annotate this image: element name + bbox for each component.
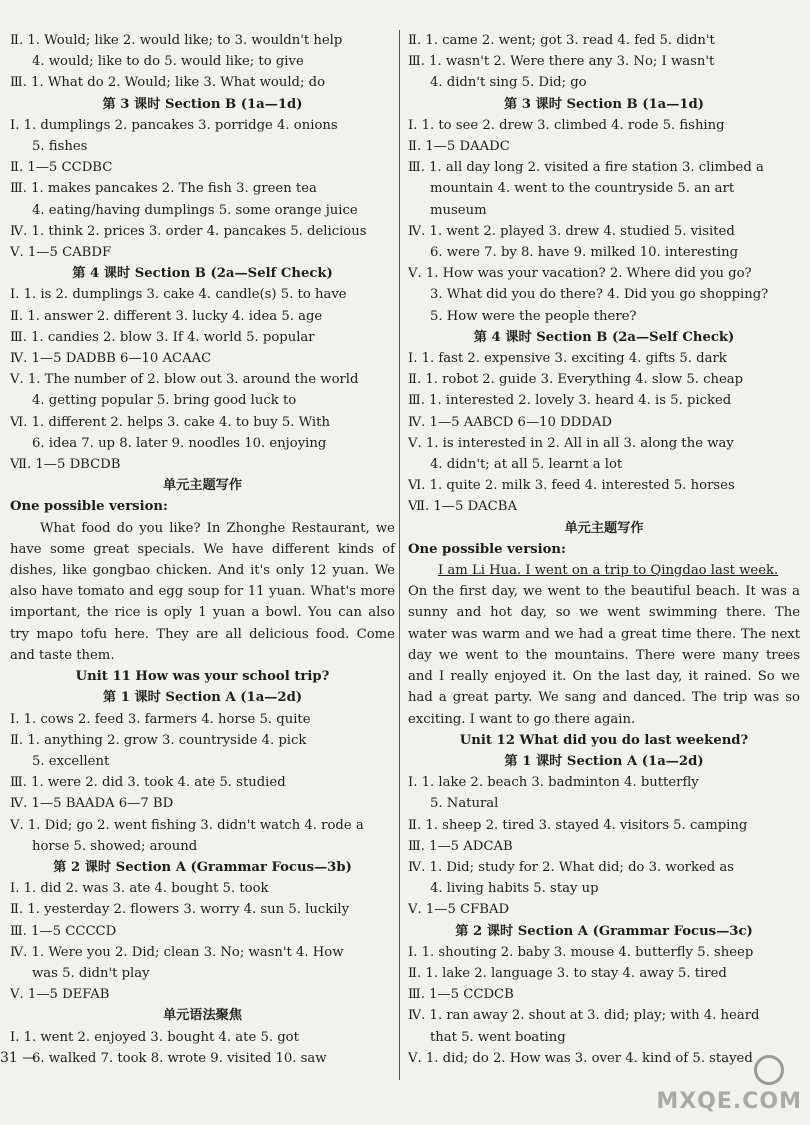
version-heading: One possible version: [10, 499, 168, 515]
section-heading: 单元语法聚焦 [162, 1008, 243, 1024]
answer-line: Ⅲ. 1—5 ADCAB [408, 838, 513, 854]
watermark-text: MXQE.COM [656, 1089, 802, 1114]
answer-line-continued: 6. idea 7. up 8. later 9. noodles 10. enjoying [32, 435, 327, 451]
answer-line: Ⅱ. 1—5 CCDBC [10, 160, 113, 176]
answer-line-continued: 4. getting popular 5. bring good luck to [32, 393, 297, 409]
answer-line: Ⅱ. 1. answer 2. different 3. lucky 4. idea 5. age [10, 308, 323, 324]
answer-line-continued: museum [430, 202, 487, 218]
answer-line-continued: 3. What did you do there? 4. Did you go shopping? [430, 287, 769, 303]
answer-line: Ⅳ. 1—5 DADBB 6—10 ACAAC [10, 351, 212, 367]
answer-line: Ⅳ. 1—5 AABCD 6—10 DDDAD [408, 414, 612, 430]
answer-line: Ⅴ. 1. did; do 2. How was 3. over 4. kind of 5. stayed [408, 1050, 753, 1066]
answer-line: Ⅲ. 1. What do 2. Would; like 3. What would; do [10, 75, 326, 91]
answer-line: Ⅴ. 1. is interested in 2. All in all 3. along the way [408, 435, 734, 451]
watermark [652, 1055, 802, 1120]
answer-line: Ⅱ. 1. yesterday 2. flowers 3. worry 4. sun 5. luckily [10, 902, 350, 918]
section-heading: 第 1 课时 Section A (1a—2d) [504, 753, 704, 769]
answer-line: Ⅰ. 1. is 2. dumplings 3. cake 4. candle(s) 5. to have [10, 287, 347, 303]
answer-line: Ⅱ. 1. sheep 2. tired 3. stayed 4. visitors 5. camping [408, 817, 748, 833]
answer-line-continued: 4. living habits 5. stay up [430, 881, 599, 897]
answer-line: Ⅰ. 1. cows 2. feed 3. farmers 4. horse 5. quite [10, 711, 311, 727]
answer-line: Ⅱ. 1. robot 2. guide 3. Everything 4. slow 5. cheap [408, 372, 744, 388]
answer-line-continued: 4. would; like to do 5. would like; to give [32, 54, 304, 70]
section-heading: Unit 12 What did you do last weekend? [459, 732, 749, 748]
answer-line: Ⅲ. 1. makes pancakes 2. The fish 3. green tea [10, 181, 317, 197]
section-heading: 第 4 课时 Section B (2a—Self Check) [72, 266, 333, 282]
left-answer-column [10, 30, 395, 1069]
answer-line-continued: 5. excellent [32, 753, 110, 769]
answer-line: Ⅳ. 1. Were you 2. Did; clean 3. No; wasn't 4. How [10, 944, 344, 960]
essay-paragraph: On the first day, we went to the beautiful beach. It was a sunny and hot day, so we went swimming there. The water was warm and we had a great time there. The next day we went to the mountains. There were many trees and I really enjoyed it. On the last day, it rained. So we had a great party. We sang and danced. The trip was so exciting. I want to go there again. [408, 584, 800, 727]
answer-line: Ⅱ. 1. lake 2. language 3. to stay 4. away 5. tired [408, 965, 727, 981]
answer-line-continued: 5. How were the people there? [430, 308, 637, 324]
answer-line: Ⅱ. 1. Would; like 2. would like; to 3. wouldn't help [10, 33, 343, 48]
section-heading: 第 2 课时 Section A (Grammar Focus—3b) [53, 859, 352, 875]
answer-line: Ⅴ. 1—5 CABDF [10, 245, 112, 261]
answer-line: Ⅶ. 1—5 DBCDB [10, 457, 121, 473]
answer-line: Ⅲ. 1. were 2. did 3. took 4. ate 5. studied [10, 775, 286, 791]
answer-line: Ⅳ. 1—5 BAADA 6—7 BD [10, 796, 174, 812]
answer-line-continued: 6. walked 7. took 8. wrote 9. visited 10. saw [32, 1050, 327, 1066]
answer-line: Ⅴ. 1. Did; go 2. went fishing 3. didn't watch 4. rode a [10, 817, 364, 833]
answer-line: Ⅱ. 1. came 2. went; got 3. read 4. fed 5. didn't [408, 33, 715, 48]
answer-line: Ⅰ. 1. to see 2. drew 3. climbed 4. rode 5. fishing [408, 117, 725, 133]
section-heading: 第 3 课时 Section B (1a—1d) [102, 96, 303, 112]
answer-line-continued: mountain 4. went to the countryside 5. an art [430, 181, 735, 197]
answer-line: Ⅲ. 1. candies 2. blow 3. If 4. world 5. popular [10, 329, 315, 345]
section-heading: 第 3 课时 Section B (1a—1d) [503, 96, 705, 112]
answer-line: Ⅰ. 1. dumplings 2. pancakes 3. porridge 4. onions [10, 117, 338, 133]
version-heading: One possible version: [408, 541, 566, 557]
answer-line: Ⅳ. 1. ran away 2. shout at 3. did; play; with 4. heard [408, 1008, 760, 1024]
answer-line: Ⅵ. 1. quite 2. milk 3. feed 4. interested 5. horses [408, 478, 735, 494]
watermark-badge-icon [754, 1055, 784, 1085]
answer-line: Ⅳ. 1. went 2. played 3. drew 4. studied 5. visited [408, 223, 735, 239]
section-heading: 第 4 课时 Section B (2a—Self Check) [473, 329, 735, 345]
answer-line: Ⅱ. 1. anything 2. grow 3. countryside 4. pick [10, 732, 307, 748]
answer-line: Ⅴ. 1—5 DEFAB [10, 987, 110, 1003]
answer-line: Ⅱ. 1—5 DAADC [408, 139, 510, 155]
answer-line-continued: 5. Natural [430, 796, 499, 812]
section-heading: Unit 11 How was your school trip? [75, 669, 330, 685]
answer-line: Ⅲ. 1—5 CCCCD [10, 923, 117, 939]
answer-line-continued: 4. didn't; at all 5. learnt a lot [430, 457, 623, 473]
section-heading: 第 1 课时 Section A (1a—2d) [102, 690, 303, 706]
answer-line-continued: that 5. went boating [430, 1029, 566, 1045]
answer-line: Ⅰ. 1. went 2. enjoyed 3. bought 4. ate 5. got [10, 1029, 299, 1045]
column-divider [399, 30, 400, 1080]
essay-paragraph: What food do you like? In Zhonghe Restaurant, we have some great specials. We have different kinds of dishes, like gongbao chicken. And it's only 12 yuan. We also have tomato and egg soup for 11 yuan. What's more important, the rice is oply 1 yuan a bowl. You can also try mapo tofu here. They are all delicious food. Come and taste them. [10, 520, 395, 663]
answer-line: Ⅴ. 1. How was your vacation? 2. Where did you go? [408, 266, 752, 282]
answer-line-continued: 4. didn't sing 5. Did; go [430, 75, 587, 91]
section-heading: 单元主题写作 [564, 520, 644, 536]
section-heading: 第 2 课时 Section A (Grammar Focus—3c) [455, 923, 753, 939]
right-answer-column [408, 30, 800, 1069]
answer-line: Ⅴ. 1. The number of 2. blow out 3. around the world [10, 372, 359, 388]
answer-line: Ⅲ. 1—5 CCDCB [408, 987, 514, 1003]
answer-line: Ⅲ. 1. wasn't 2. Were there any 3. No; I wasn't [408, 54, 715, 70]
answer-line: Ⅳ. 1. Did; study for 2. What did; do 3. worked as [408, 859, 735, 875]
answer-line: Ⅵ. 1. different 2. helps 3. cake 4. to buy 5. With [10, 414, 330, 430]
answer-line: Ⅴ. 1—5 CFBAD [408, 902, 510, 918]
answer-line: Ⅲ. 1. interested 2. lovely 3. heard 4. is 5. picked [408, 393, 732, 409]
answer-line: Ⅶ. 1—5 DACBA [408, 499, 517, 515]
answer-line: Ⅲ. 1. all day long 2. visited a fire station 3. climbed a [408, 160, 764, 176]
answer-line: Ⅰ. 1. lake 2. beach 3. badminton 4. butterfly [408, 775, 699, 791]
answer-line: Ⅰ. 1. did 2. was 3. ate 4. bought 5. took [10, 881, 269, 897]
answer-line-continued: 5. fishes [32, 139, 88, 155]
answer-line-continued: horse 5. showed; around [32, 838, 198, 854]
essay-title-line: I am Li Hua. I went on a trip to Qingdao last week. [438, 563, 779, 579]
answer-line: Ⅰ. 1. fast 2. expensive 3. exciting 4. gifts 5. dark [408, 351, 727, 367]
answer-line-continued: 6. were 7. by 8. have 9. milked 10. interesting [430, 245, 739, 261]
page-number: 31 — [0, 1050, 37, 1066]
answer-line-continued: was 5. didn't play [32, 965, 150, 981]
answer-line-continued: 4. eating/having dumplings 5. some orange juice [32, 202, 358, 218]
section-heading: 单元主题写作 [162, 478, 243, 494]
answer-line: Ⅰ. 1. shouting 2. baby 3. mouse 4. butterfly 5. sheep [408, 944, 754, 960]
answer-line: Ⅳ. 1. think 2. prices 3. order 4. pancakes 5. delicious [10, 223, 367, 239]
